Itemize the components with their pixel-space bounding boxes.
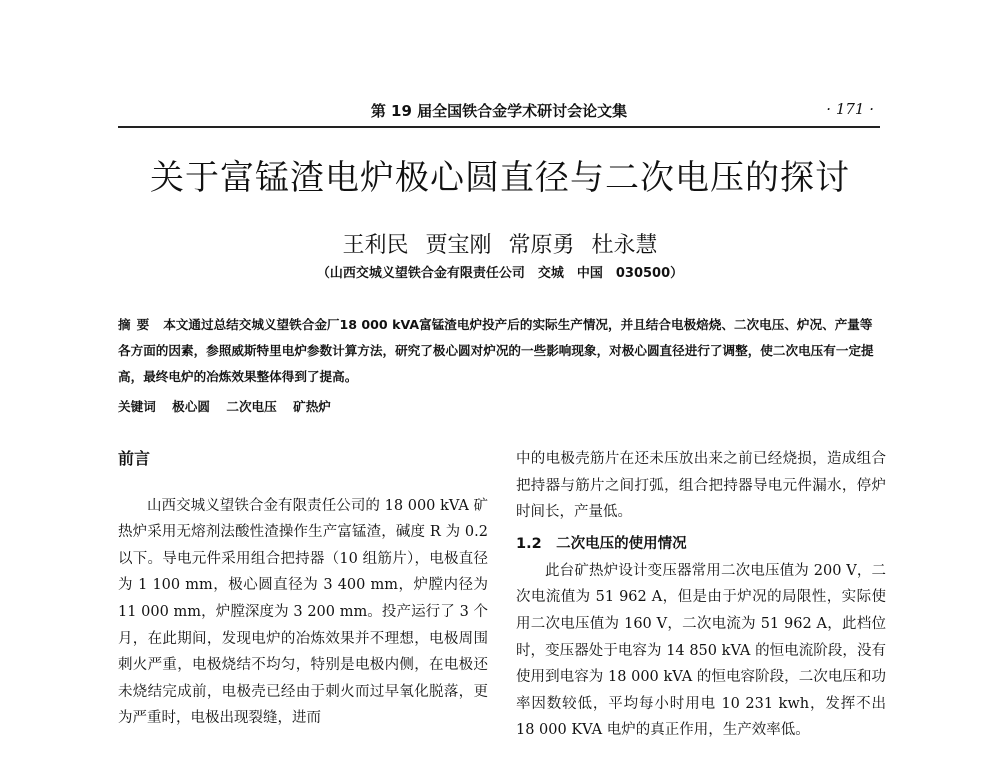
subsection-heading: 1.2 二次电压的使用情况	[516, 535, 687, 552]
page-number: · 171 ·	[826, 100, 874, 118]
running-header	[118, 100, 880, 128]
body-paragraph: 山西交城义望铁合金有限责任公司的 18 000 kVA 矿热炉采用无熔剂法酸性渣操作生产富锰渣，碱度 R 为 0.2 以下。导电元件采用组合把持器（10 组筋片），电极直径为 1 100 mm，极心圆直径为 3 400 mm，炉膛内径为 11 000 mm，炉膛深度为 3 200 mm。投产运行了 3 个月，在此期间，发现电炉的冶炼效果并不理想，电极周围刺火严重，电极烧结不均匀，特别是电极内侧，在电极还未烧结完成前，电极壳已经由于刺火而过早氧化脱落，更为严重时，电极出现裂缝，进而	[118, 497, 488, 727]
abstract	[118, 312, 880, 390]
affiliation: （山西交城义望铁合金有限责任公司 交城 中国 030500）	[316, 266, 684, 281]
keyword: 矿热炉	[293, 399, 331, 414]
paper-title: 关于富锰渣电炉极心圆直径与二次电压的探讨	[150, 158, 850, 198]
abstract-label: 摘要	[118, 317, 156, 332]
author-name: 贾宝刚	[425, 233, 492, 258]
author-list	[0, 228, 1000, 259]
author-name: 常原勇	[508, 233, 575, 258]
left-column	[118, 446, 488, 732]
body-paragraph: 中的电极壳筋片在还未压放出来之前已经烧损，造成组合把持器与筋片之间打弧，组合把持器导电元件漏水，停炉时间长，产量低。	[516, 451, 886, 521]
keywords	[118, 396, 880, 415]
author-name: 杜永慧	[591, 233, 658, 258]
author-name: 王利民	[342, 233, 409, 258]
keyword: 极心圆	[172, 399, 210, 414]
right-column	[516, 446, 886, 744]
keywords-label: 关键词	[118, 399, 156, 414]
section-heading: 前言	[118, 449, 151, 468]
body-paragraph: 此台矿热炉设计变压器常用二次电压值为 200 V，二次电流值为 51 962 A，但是由于炉况的局限性，实际使用二次电压值为 160 V，二次电流为 51 962 A，此档位时，变压器处于电容为 14 850 kVA 的恒电流阶段，没有使用到电容为 18 000 kVA 的恒电容阶段，二次电压和功率因数较低，平均每小时用电 10 231 kwh，发挥不出 18 000 KVA 电炉的真正作用，生产效率低。	[516, 562, 886, 739]
keyword: 二次电压	[226, 399, 277, 414]
proceedings-title: 第 19 届全国铁合金学术研讨会论文集	[370, 102, 628, 120]
abstract-text: 本文通过总结交城义望铁合金厂18 000 kVA富锰渣电炉投产后的实际生产情况，并且结合电极焙烧、二次电压、炉况、产量等各方面的因素，参照威斯特里电炉参数计算方法，研究了极心圆对炉况的一些影响现象，对极心圆直径进行了调整，使二次电压有一定提高，最终电炉的冶炼效果整体得到了提高。	[118, 317, 874, 384]
